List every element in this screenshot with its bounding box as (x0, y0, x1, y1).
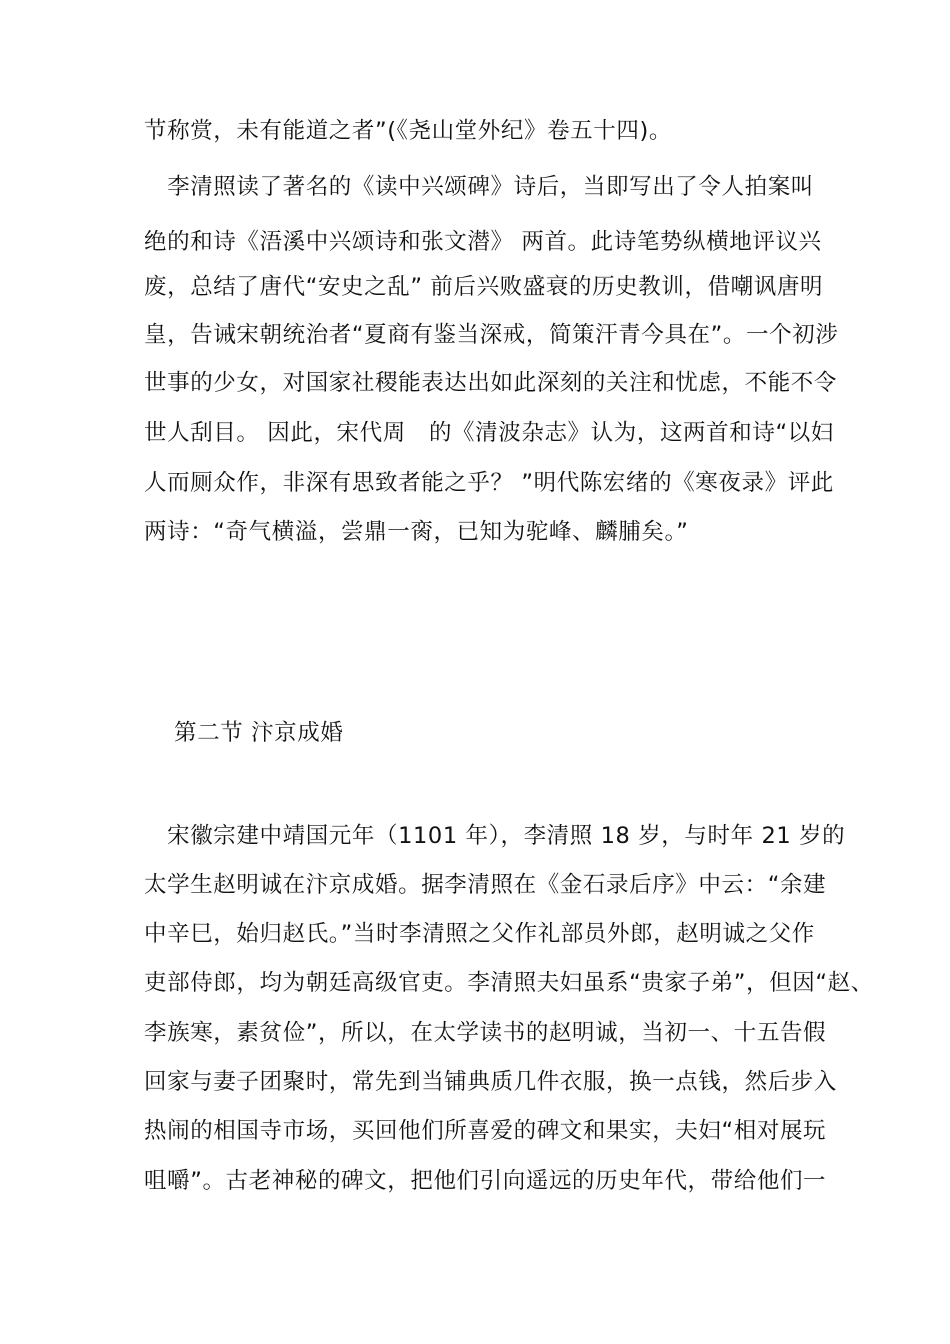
text-line: 世事的少女，对国家社稷能表达出如此深刻的关注和忧虑，不能不令 (144, 370, 838, 396)
text-line: 李族寒，素贫俭”，所以，在太学读书的赵明诚，当初一、十五告假 (144, 1020, 827, 1046)
text-line: 咀嚼”。古老神秘的碑文，把他们引向遥远的历史年代，带给他们一 (144, 1168, 827, 1194)
text-line: 吏部侍郎，均为朝廷高级官吏。李清照夫妇虽系“贵家子弟”，但因“赵、 (144, 970, 874, 996)
text-line: 热闹的相国寺市场，买回他们所喜爱的碑文和果实，夫妇“相对展玩 (144, 1118, 827, 1144)
text-line: 节称赏，未有能道之者”(《尧山堂外纪》卷五十四)。 (144, 118, 672, 144)
text-line: 废，总结了唐代“安史之乱” 前后兴败盛衰的历史教训，借嘲讽唐明 (144, 274, 824, 300)
text-line: 李清照读了著名的《读中兴颂碑》诗后，当即写出了令人拍案叫 (144, 174, 814, 200)
text-line: 宋徽宗建中靖国元年（1101 年），李清照 18 岁，与时年 21 岁的 (144, 823, 846, 849)
text-line: 皇，告诫宋朝统治者“夏商有鉴当深戒，简策汗青今具在”。一个初涉 (144, 322, 839, 348)
text-line: 中辛巳，始归赵氏。”当时李清照之父作礼部员外郎，赵明诚之父作 (144, 921, 815, 947)
text-line: 绝的和诗《浯溪中兴颂诗和张文潜》 两首。此诗笔势纵横地评议兴 (144, 229, 822, 255)
text-line: 太学生赵明诚在汴京成婚。据李清照在《金石录后序》中云：“余建 (144, 872, 827, 898)
text-line: 世人刮目。 因此，宋代周 的《清波杂志》认为，这两首和诗“以妇 (144, 420, 834, 446)
section-heading: 第二节 汴京成婚 (174, 720, 344, 746)
text-line: 两诗：“奇气横溢，尝鼎一脔，已知为驼峰、麟脯矣。” (144, 519, 689, 545)
text-line: 回家与妻子团聚时，常先到当铺典质几件衣服，换一点钱，然后步入 (144, 1069, 838, 1095)
text-line: 人而厕众作，非深有思致者能之乎？ ”明代陈宏绪的《寒夜录》评此 (144, 470, 834, 496)
